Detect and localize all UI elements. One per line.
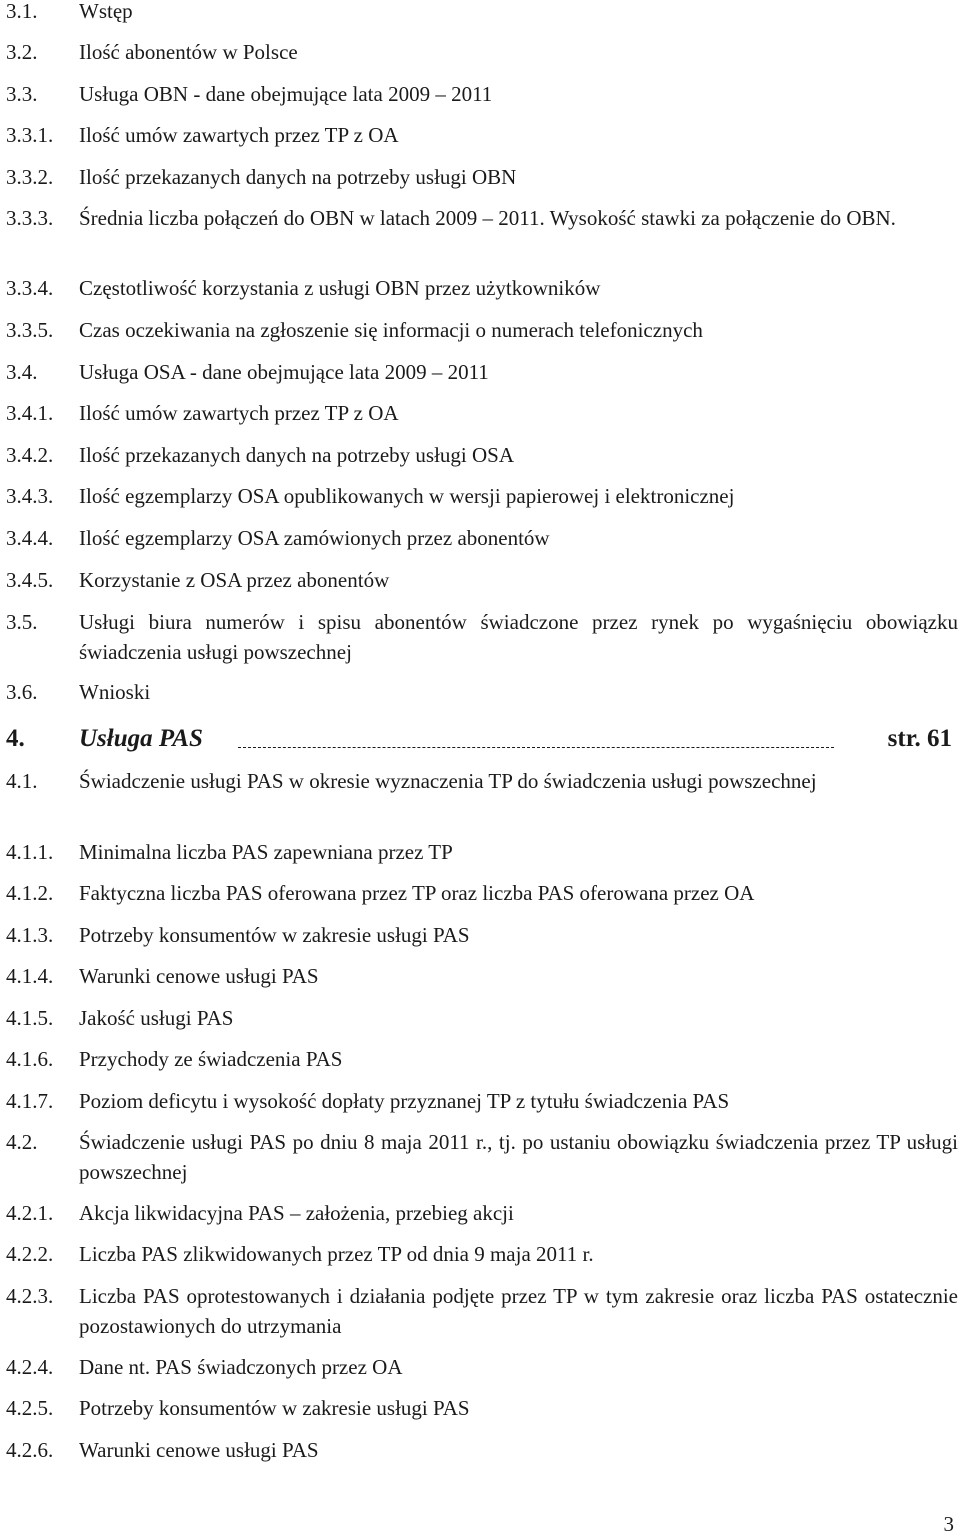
toc-entry-number: 3.3. [6,82,38,106]
toc-entry-text: Wnioski [79,680,151,704]
chapter-number: 4. [6,725,25,752]
toc-entry-number: 4.1.1. [6,840,54,864]
dotted-leader [238,722,834,748]
toc-entry-number: 4.1.2. [6,881,54,905]
toc-entry-number: 4.1.4. [6,964,54,988]
toc-entry-text: Średnia liczba połączeń do OBN w latach 2009 – 2011. Wysokość stawki za połączenie do OBN. [79,206,896,230]
toc-entry-number: 3.6. [6,680,38,704]
toc-entry-number: 3.4.5. [6,568,54,592]
toc-entry-number: 3.4.4. [6,526,54,550]
toc-entry-text: Ilość umów zawartych przez TP z OA [79,401,399,425]
toc-entry-text: Usługa OBN - dane obejmujące lata 2009 – 2011 [79,82,493,106]
toc-entry-number: 4.2.3. [6,1284,54,1308]
chapter-page-ref: str. 61 [887,725,952,752]
toc-entry-number: 4.1.7. [6,1089,54,1113]
toc-entry-text: Świadczenie usługi PAS po dniu 8 maja 2011 r., tj. po ustaniu obowiązku świadczenia przez TP usługi powszechnej [79,1130,958,1184]
toc-entry-number: 4.1.6. [6,1047,54,1071]
toc-entry-number: 3.5. [6,610,38,634]
toc-entry-text: Czas oczekiwania na zgłoszenie się informacji o numerach telefonicznych [79,318,703,342]
toc-entry-number: 3.3.2. [6,165,54,189]
toc-entry-text: Poziom deficytu i wysokość dopłaty przyznanej TP z tytułu świadczenia PAS [79,1089,730,1113]
toc-entry-number: 3.2. [6,40,38,64]
toc-entry-text: Ilość egzemplarzy OSA zamówionych przez abonentów [79,526,550,550]
toc-entry-text: Częstotliwość korzystania z usługi OBN przez użytkowników [79,276,601,300]
chapter-title: Usługa PAS [79,725,203,752]
toc-entry-number: 4.2.2. [6,1242,54,1266]
toc-entry-text: Warunki cenowe usługi PAS [79,1438,319,1462]
toc-entry-text: Dane nt. PAS świadczonych przez OA [79,1355,403,1379]
toc-entry-number: 4.2.4. [6,1355,54,1379]
toc-entry-text: Świadczenie usługi PAS w okresie wyznaczenia TP do świadczenia usługi powszechnej [79,769,817,793]
toc-entry-text: Ilość egzemplarzy OSA opublikowanych w wersji papierowej i elektronicznej [79,484,735,508]
toc-entry-number: 4.2.5. [6,1396,54,1420]
toc-entry-number: 3.3.5. [6,318,54,342]
toc-entry-text: Ilość abonentów w Polsce [79,40,298,64]
toc-entry-number: 3.4.3. [6,484,54,508]
toc-entry-text: Ilość przekazanych danych na potrzeby usługi OSA [79,443,515,467]
toc-entry-number: 4.1.3. [6,923,54,947]
toc-entry-text: Przychody ze świadczenia PAS [79,1047,343,1071]
toc-entry-number: 4.1. [6,769,38,793]
toc-entry-number: 3.3.1. [6,123,54,147]
toc-entry-number: 3.3.3. [6,206,54,230]
toc-entry-text: Korzystanie z OSA przez abonentów [79,568,390,592]
toc-entry-text: Minimalna liczba PAS zapewniana przez TP [79,840,453,864]
toc-entry-text: Akcja likwidacyjna PAS – założenia, przebieg akcji [79,1201,514,1225]
toc-entry-number: 3.3.4. [6,276,54,300]
toc-entry-number: 4.2.1. [6,1201,54,1225]
toc-entry-text: Usługi biura numerów i spisu abonentów świadczone przez rynek po wygaśnięciu obowiązku świadczenia usługi powszechnej [79,610,958,664]
toc-entry-text: Faktyczna liczba PAS oferowana przez TP oraz liczba PAS oferowana przez OA [79,881,755,905]
toc-entry-text: Warunki cenowe usługi PAS [79,964,319,988]
toc-entry-text: Usługa OSA - dane obejmujące lata 2009 – 2011 [79,360,489,384]
toc-entry-number: 3.4. [6,360,38,384]
toc-entry-text: Ilość przekazanych danych na potrzeby usługi OBN [79,165,517,189]
toc-entry-text: Jakość usługi PAS [79,1006,234,1030]
toc-entry-number: 3.4.2. [6,443,54,467]
toc-entry-text: Liczba PAS zlikwidowanych przez TP od dnia 9 maja 2011 r. [79,1242,594,1266]
toc-entry-text: Ilość umów zawartych przez TP z OA [79,123,399,147]
toc-entry-text: Potrzeby konsumentów w zakresie usługi PAS [79,1396,470,1420]
toc-entry-number: 4.2.6. [6,1438,54,1462]
toc-entry-number: 4.1.5. [6,1006,54,1030]
toc-entry-number: 3.1. [6,0,38,23]
page-number: 3 [943,1512,954,1536]
toc-entry-text: Wstęp [79,0,133,23]
toc-entry-number: 4.2. [6,1130,38,1154]
toc-entry-text: Liczba PAS oprotestowanych i działania podjęte przez TP w tym zakresie oraz liczba PAS ostatecznie pozostawionych do utrzymania [79,1284,958,1338]
toc-entry-number: 3.4.1. [6,401,54,425]
toc-entry-text: Potrzeby konsumentów w zakresie usługi PAS [79,923,470,947]
